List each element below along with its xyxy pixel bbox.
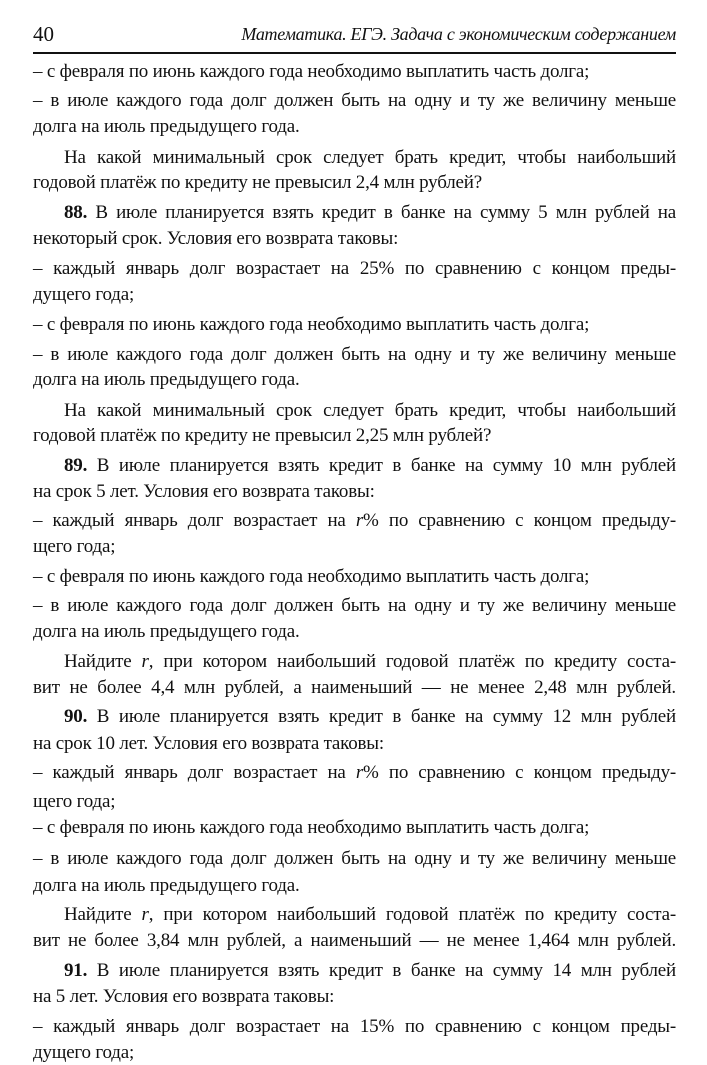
text-segment: щего года; [33,536,116,557]
text-segment: – каждый январь долг возрастает на 15% по сравнению с концом преды- [33,1016,676,1037]
text-segment: на 5 лет. Условия его возврата таковы: [33,986,335,1007]
text-segment: годовой платёж по кредиту не превысил 2,25 млн рублей? [33,425,492,446]
text-segment: – каждый январь долг возрастает на [33,510,356,531]
text-line [33,283,676,307]
text-line [33,985,676,1009]
text-line [64,903,676,927]
text-line [64,705,676,729]
text-line [33,594,676,618]
text-segment: некоторый срок. Условия его возврата таковы: [33,228,399,249]
text-line [64,454,676,478]
text-line [33,929,676,953]
text-line [33,816,676,840]
text-segment: на срок 5 лет. Условия его возврата таковы: [33,481,375,502]
text-line [33,343,676,367]
text-segment: долга на июль предыдущего года. [33,621,300,642]
text-line [64,201,676,225]
text-line [64,399,676,423]
text-segment: щего года; [33,791,116,812]
problem-number: 88. [64,202,88,223]
text-segment: – с февраля по июнь каждого года необходимо выплатить часть долга; [33,61,590,82]
text-line [33,480,676,504]
text-segment: – в июле каждого года долг должен быть на одну и ту же величину меньше [33,848,676,869]
text-line [64,959,676,983]
header-rule [33,52,676,54]
text-line [33,565,676,589]
text-line [33,1041,676,1065]
page-number: 40 [33,22,54,46]
text-line [33,60,676,84]
text-segment: Найдите [64,904,142,925]
text-segment: долга на июль предыдущего года. [33,369,300,390]
text-line [33,257,676,281]
text-segment: – с февраля по июнь каждого года необходимо выплатить часть долга; [33,314,590,335]
variable-r: r [141,904,149,925]
text-segment: , при котором наибольший годовой платёж по кредиту соста- [148,904,676,925]
text-segment: На какой минимальный срок следует брать кредит, чтобы наибольший [64,147,676,168]
running-title: Математика. ЕГЭ. Задача с экономическим содержанием [241,24,676,44]
text-segment: В июле планируется взять кредит в банке на сумму 12 млн рублей [87,706,676,727]
text-segment: % по сравнению с концом предыду- [363,762,676,783]
text-segment: годовой платёж по кредиту не превысил 2,4 млн рублей? [33,172,482,193]
text-segment: – с февраля по июнь каждого года необходимо выплатить часть долга; [33,566,590,587]
text-segment: % по сравнению с концом предыду- [363,510,676,531]
text-line [33,761,676,785]
text-segment: Найдите [64,651,142,672]
text-line [33,1015,676,1039]
text-segment: – каждый январь долг возрастает на [33,762,356,783]
text-line [33,847,676,871]
text-segment: В июле планируется взять кредит в банке на сумму 10 млн рублей [87,455,676,476]
text-line [33,227,676,251]
problem-number: 90. [64,706,88,727]
text-line [33,620,676,644]
text-segment: дущего года; [33,1042,135,1063]
text-line [33,368,676,392]
variable-r: r [141,651,149,672]
text-line [33,676,676,700]
text-segment: В июле планируется взять кредит в банке на сумму 5 млн рублей на [87,202,676,223]
problem-number: 91. [64,960,88,981]
text-line [33,509,676,533]
text-line [33,115,676,139]
text-line [33,313,676,337]
text-segment: – в июле каждого года долг должен быть на одну и ту же величину меньше [33,595,676,616]
problem-number: 89. [64,455,88,476]
text-line [33,89,676,113]
text-segment: – в июле каждого года долг должен быть на одну и ту же величину меньше [33,90,676,111]
text-segment: долга на июль предыдущего года. [33,875,300,896]
text-segment: вит не более 3,84 млн рублей, а наименьший — не менее 1,464 млн рублей. [33,930,676,951]
text-line [33,171,676,195]
text-line [64,650,676,674]
text-line [33,732,676,756]
text-segment: В июле планируется взять кредит в банке на сумму 14 млн рублей [87,960,676,981]
text-line [33,535,676,559]
text-segment: – с февраля по июнь каждого года необходимо выплатить часть долга; [33,817,590,838]
text-segment: дущего года; [33,284,135,305]
text-segment: долга на июль предыдущего года. [33,116,300,137]
text-segment: вит не более 4,4 млн рублей, а наименьший — не менее 2,48 млн рублей. [33,677,676,698]
text-segment: – в июле каждого года долг должен быть на одну и ту же величину меньше [33,344,676,365]
text-segment: , при котором наибольший годовой платёж по кредиту соста- [148,651,676,672]
text-line [33,790,676,814]
text-line [33,874,676,898]
variable-r: r [355,510,364,531]
text-segment: на срок 10 лет. Условия его возврата таковы: [33,733,384,754]
text-segment: На какой минимальный срок следует брать кредит, чтобы наибольший [64,400,676,421]
text-line [33,424,676,448]
text-segment: – каждый январь долг возрастает на 25% по сравнению с концом преды- [33,258,676,279]
text-line [64,146,676,170]
variable-r: r [355,762,364,783]
